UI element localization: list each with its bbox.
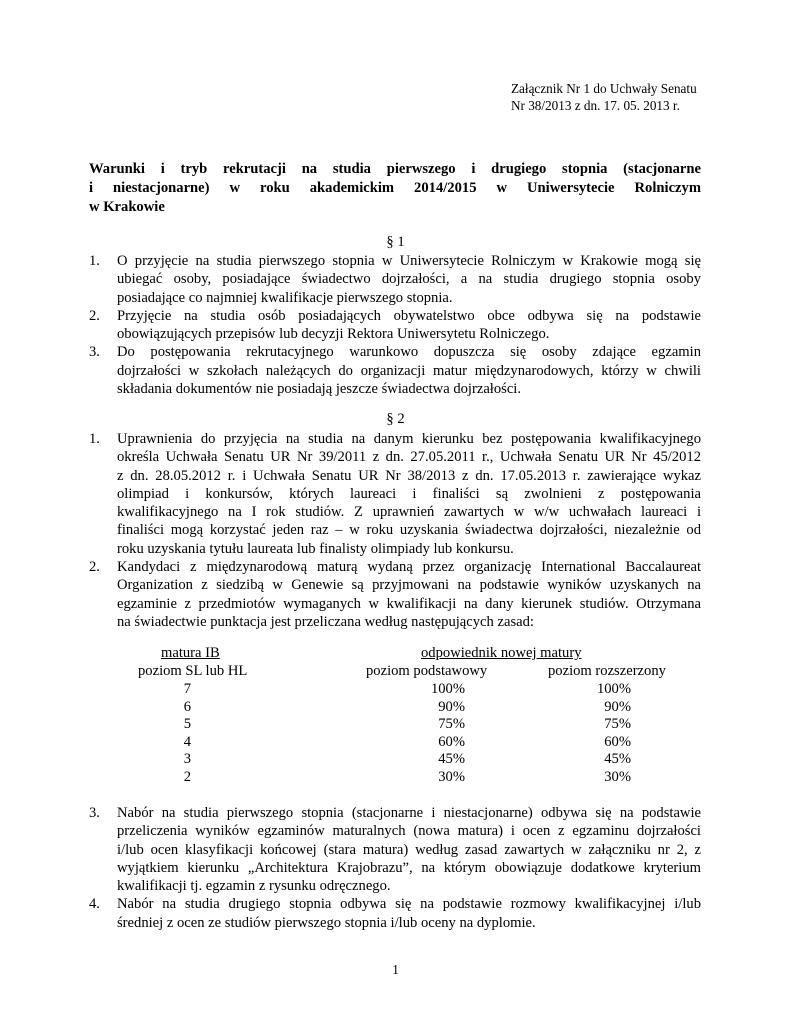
list-item-text-line: posiadające co najmniej kwalifikacje pierwszego stopnia.	[117, 289, 453, 306]
table-cell-basic: 60%	[438, 733, 465, 750]
table-cell-ib: 5	[183, 716, 191, 732]
list-item-text-line: wyjątkiem kierunku „Architektura Krajobrazu”, na którym obowiązuje dodatkowe kryterium	[117, 859, 701, 876]
list-item-text-line: finaliści mogą korzystać jeden raz – w roku uzyskania świadectwa dojrzałości, niezależnie od	[117, 522, 701, 539]
page-number: 1	[392, 962, 399, 977]
list-item	[89, 307, 701, 344]
list-item-text-line: składania dokumentów nie posiadają jeszcze świadectwa dojrzałości.	[117, 381, 522, 398]
list-item-text-line: Nabór na studia drugiego stopnia odbywa się na podstawie rozmowy kwalifikacyjnej i/lub	[117, 896, 701, 913]
section-1-list	[89, 252, 701, 398]
list-item-text-line: egzaminie z przedmiotów wymaganych w kwalifikacji na dany kierunek studiów. Otrzymana	[117, 595, 701, 612]
header-line-2: Nr 38/2013 z dn. 17. 05. 2013 r.	[511, 98, 680, 113]
table-cell-basic: 75%	[438, 716, 465, 732]
list-item	[89, 343, 701, 398]
list-item	[89, 558, 701, 631]
list-item-text-line: ubiegać osoby, posiadające świadectwo dojrzałości, a na studia drugiego stopnia osoby	[117, 271, 701, 288]
table-cell-basic: 45%	[438, 751, 465, 767]
list-item-number: 1.	[89, 431, 100, 447]
table-cell-extended: 45%	[604, 751, 631, 767]
list-item-text-line: Nabór na studia pierwszego stopnia (stacjonarne i niestacjonarne) odbywa się na podstawie	[117, 805, 701, 821]
table-cell-ib: 4	[183, 733, 191, 750]
list-item	[89, 252, 701, 307]
list-item-text-line: kwalifikacyjnego na I rok studiów. Z uprawnień zawartych w w/w uchwałach laureaci i	[117, 504, 701, 521]
list-item-text-line: określa Uchwała Senatu UR Nr 39/2011 z dn. 27.05.2011 r., Uchwała Senatu UR Nr 45/2012	[117, 449, 701, 466]
list-item-text-line: przeliczenia wyników egzaminów maturalnych (nowa matura) i ocen z egzaminu dojrzałości	[117, 823, 701, 840]
table-cell-basic: 100%	[430, 681, 465, 697]
list-item-text-line: na świadectwie punktacja jest przeliczana według następujących zasad:	[117, 613, 534, 630]
list-item-text-line: z dn. 28.05.2012 r. i Uchwała Senatu UR Nr 38/2013 z dn. 17.05.2013 r. zawierające wykaz	[117, 467, 701, 484]
list-item-text-line: Przyjęcie na studia osób posiadających obywatelstwo obce odbywa się na podstawie	[117, 307, 701, 324]
list-item-number: 1.	[89, 253, 100, 269]
table-subheader-basic: poziom podstawowy	[366, 663, 488, 679]
title-line-3: w Krakowie	[89, 199, 165, 215]
list-item-number: 2.	[89, 559, 100, 576]
list-item-text-line: O przyjęcie na studia pierwszego stopnia w Uniwersytecie Rolniczym w Krakowie mogą się	[117, 253, 701, 269]
table-cell-ib: 6	[183, 698, 191, 715]
table-cell-ib: 2	[183, 768, 191, 785]
list-item-text-line: dojrzałości w szkołach należących do organizacji matur międzynarodowych, którzy w chwili	[117, 362, 701, 379]
table-subheader-ib-level: poziom SL lub HL	[138, 663, 248, 679]
table-header-ib: matura IB	[161, 645, 220, 661]
section-1-heading: § 1	[386, 234, 405, 250]
table-cell-basic: 30%	[438, 768, 465, 785]
table-cell-basic: 90%	[438, 698, 465, 715]
section-2-list-b	[89, 804, 701, 932]
list-item-text-line: obowiązujących przepisów lub decyzji Rektora Uniwersytetu Rolniczego.	[117, 326, 550, 343]
list-item-text-line: roku uzyskania tytułu laureata lub finalisty olimpiady lub konkursu.	[117, 540, 514, 557]
list-item-number: 3.	[89, 344, 100, 361]
document-title	[89, 160, 701, 217]
list-item-text-line: Organization z siedzibą w Genewie są przyjmowani na podstawie wyników uzyskanych na	[117, 577, 701, 594]
list-item-text-line: i/lub ocen klasyfikacji końcowej (stara matura) według zasad zawartych w załączniku nr 2, z	[117, 841, 701, 858]
list-item	[89, 430, 701, 558]
list-item-text-line: Uprawnienia do przyjęcia na studia na danym kierunku bez postępowania kwalifikacyjnego	[117, 431, 701, 447]
table-cell-extended: 60%	[604, 733, 631, 750]
section-2-heading: § 2	[386, 411, 405, 427]
section-2-list-a	[89, 430, 701, 631]
list-item	[89, 895, 701, 932]
table-cell-ib: 7	[183, 681, 191, 697]
table-cell-extended: 30%	[604, 768, 631, 785]
list-item	[89, 804, 701, 895]
title-line-2: i niestacjonarne) w roku akademickim 2014/2015 w Uniwersytecie Rolniczym	[89, 180, 701, 196]
table-subheader-extended: poziom rozszerzony	[548, 663, 666, 679]
list-item-text-line: Do postępowania rekrutacyjnego warunkowo dopuszcza się osoby zdające egzamin	[117, 344, 701, 361]
table-cell-extended: 100%	[596, 681, 631, 697]
table-cell-ib: 3	[183, 751, 191, 767]
list-item-number: 3.	[89, 805, 100, 821]
list-item-number: 2.	[89, 307, 100, 324]
list-item-text-line: Kandydaci z międzynarodową maturą wydaną przez organizację International Baccalaureat	[117, 559, 701, 576]
table-cell-extended: 75%	[604, 716, 631, 732]
list-item-text-line: kwalifikacji tj. egzamin z rysunku odręcznego.	[117, 878, 391, 895]
table-cell-extended: 90%	[604, 698, 631, 715]
title-line-1: Warunki i tryb rekrutacji na studia pierwszego i drugiego stopnia (stacjonarne	[89, 161, 701, 177]
list-item-text-line: średniej z ocen ze studiów pierwszego stopnia i/lub oceny na dyplomie.	[117, 914, 536, 931]
list-item-number: 4.	[89, 896, 100, 913]
list-item-text-line: olimpiad i konkursów, których laureaci i finaliści są zwolnieni z postępowania	[117, 485, 701, 502]
header-line-1: Załącznik Nr 1 do Uchwały Senatu	[511, 81, 697, 96]
table-header-new-matura: odpowiednik nowej matury	[421, 645, 582, 661]
document-header	[511, 80, 697, 114]
